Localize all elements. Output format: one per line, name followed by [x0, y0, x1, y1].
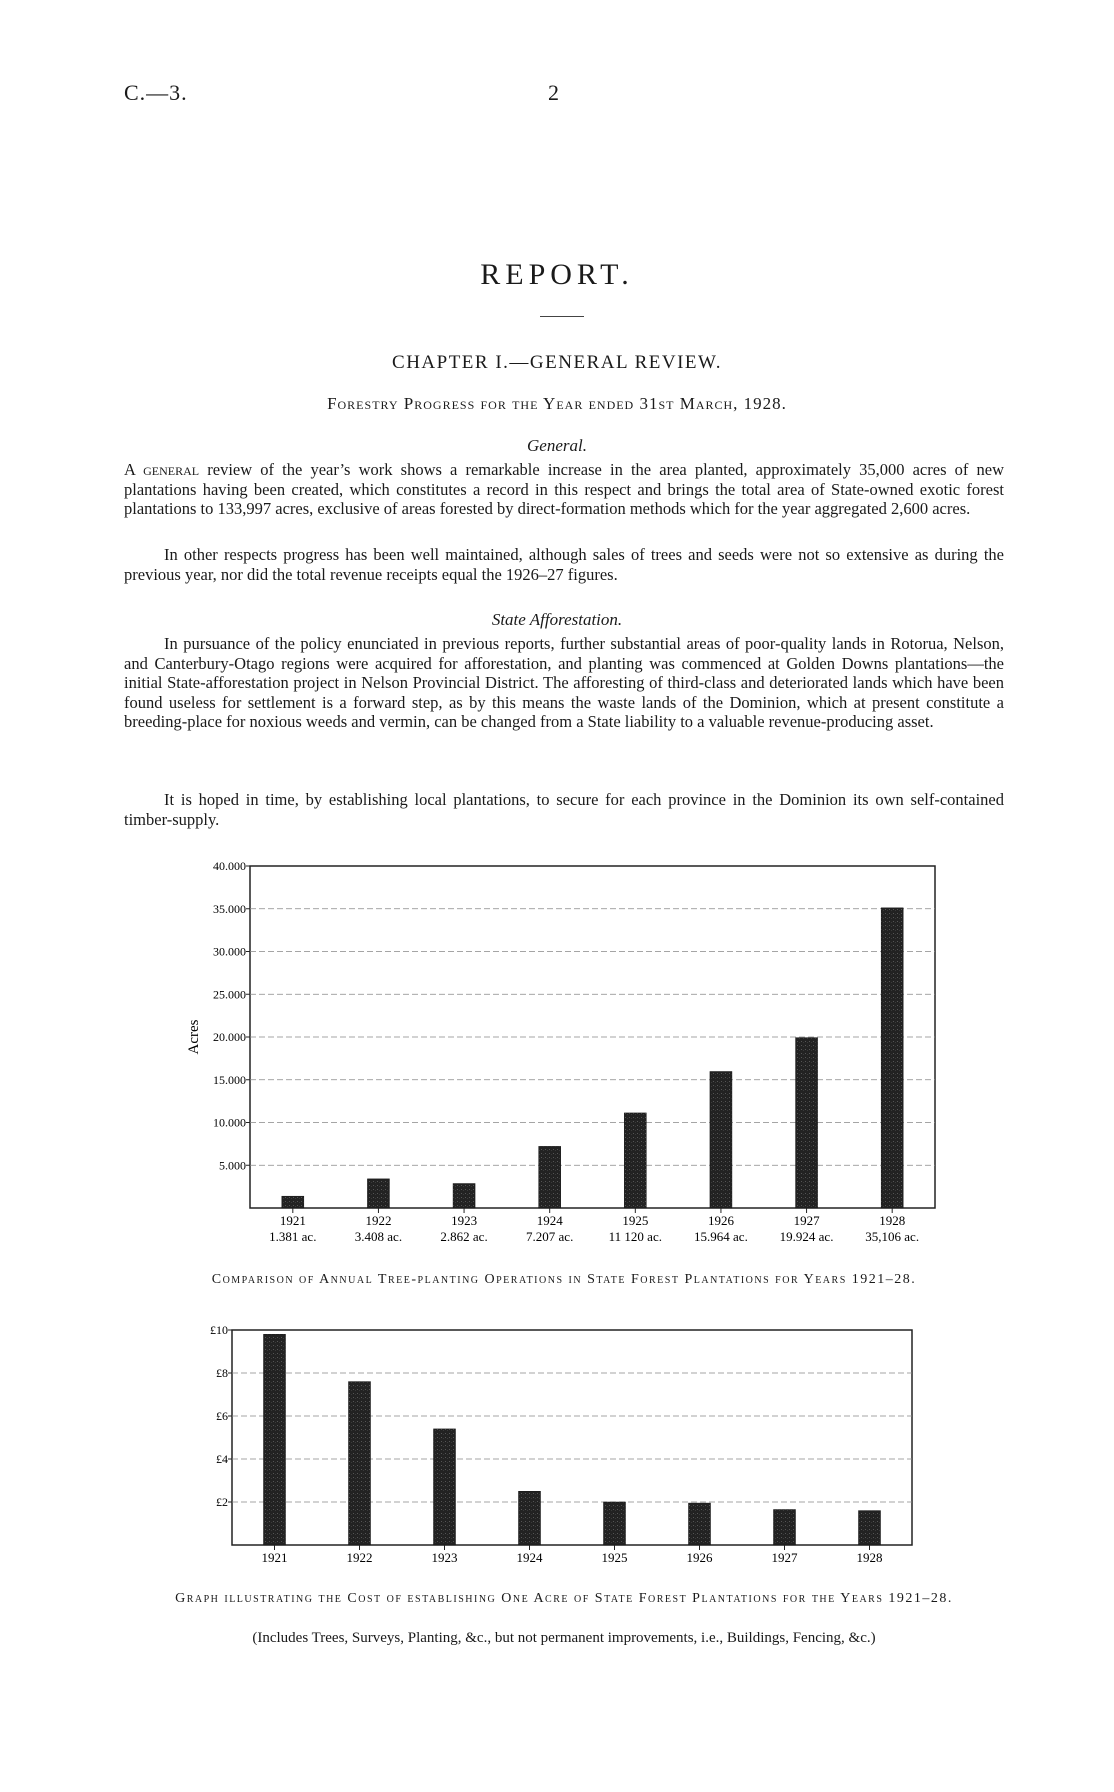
bar [624, 1113, 646, 1208]
bar-value-label: 3.408 ac. [354, 1229, 403, 1244]
bar-value-label: 2.862 ac. [440, 1229, 488, 1244]
report-subtitle: Forestry Progress for the Year ended 31st March, 1928. [327, 394, 787, 413]
bar [796, 1038, 818, 1208]
document-reference: C.—3. [124, 80, 188, 105]
y-tick-label: 35.000 [213, 901, 246, 916]
y-tick-label: 5.000 [219, 1158, 246, 1173]
x-category-label: 1922 [346, 1550, 373, 1565]
bar [434, 1429, 456, 1545]
x-category-label: 1925 [601, 1550, 628, 1565]
x-category-label: 1926 [686, 1550, 713, 1565]
x-category-label: 1923 [431, 1550, 458, 1565]
x-category-label: 1926 [707, 1213, 734, 1228]
y-tick-label: £6 [216, 1409, 228, 1423]
x-category-label: 1921 [279, 1213, 306, 1228]
x-category-label: 1924 [536, 1213, 563, 1228]
paragraph-general-2: In other respects progress has been well maintained, although sales of trees and seeds were not so extensive as during the previous year, nor did the total revenue receipts equal the 1926–27 figures. [124, 545, 1004, 584]
paragraph-general-1-text: review of the year’s work shows a remarkable increase in the area planted, approximately 35,000 acres of new plantations having been created, which constitutes a record in this respect and brings the total area of State-owned exotic forest plantations to 133,997 acres, exclusive of areas forested by direct-formation methods which for the year aggregated 2,600 acres. [124, 460, 1004, 518]
y-tick-label: £10 [210, 1323, 228, 1337]
chapter-heading: CHAPTER I.—GENERAL REVIEW. [392, 352, 722, 373]
y-tick-label: 10.000 [213, 1115, 246, 1130]
y-tick-label: £8 [216, 1366, 228, 1380]
bar-value-label: 7.207 ac. [526, 1229, 574, 1244]
bar [367, 1179, 389, 1208]
x-category-label: 1927 [771, 1550, 798, 1565]
bar [604, 1502, 626, 1545]
bar [349, 1382, 371, 1545]
bar [453, 1184, 475, 1208]
bar-value-label: 35,106 ac. [865, 1229, 920, 1244]
y-tick-label: £2 [216, 1495, 228, 1509]
x-category-label: 1927 [793, 1213, 820, 1228]
x-category-label: 1928 [879, 1213, 906, 1228]
bar [859, 1511, 881, 1545]
y-tick-label: 40.000 [213, 859, 246, 873]
section-heading-general: General. [527, 436, 587, 455]
bar [264, 1334, 286, 1545]
y-tick-label: 25.000 [213, 987, 246, 1002]
planting-chart-caption: Comparison of Annual Tree-planting Operations in State Forest Plantations for Years 1921–28. [211, 1272, 917, 1287]
bar [881, 908, 903, 1208]
x-category-label: 1924 [516, 1550, 543, 1565]
bar [539, 1146, 561, 1208]
bar [710, 1072, 732, 1208]
y-tick-label: 30.000 [213, 944, 246, 959]
bar-value-label: 1.381 ac. [269, 1229, 317, 1244]
bar-value-label: 11 120 ac. [608, 1229, 662, 1244]
bar [519, 1491, 541, 1545]
y-tick-label: 20.000 [213, 1030, 246, 1044]
report-title: REPORT. [480, 258, 634, 291]
cost-chart [210, 1323, 912, 1565]
paragraph-lead-word: A general [124, 460, 200, 479]
planting-chart [186, 859, 935, 1244]
paragraph-afforestation-2: It is hoped in time, by establishing local plantations, to secure for each province in the Dominion its own self-contained timber-supply. [124, 790, 1004, 829]
x-category-label: 1922 [365, 1213, 392, 1228]
cost-chart-caption: Graph illustrating the Cost of establishing One Acre of State Forest Plantations for the Years 1921–28. [175, 1591, 953, 1606]
y-axis-label: Acres [186, 1019, 202, 1055]
bar-value-label: 15.964 ac. [694, 1229, 748, 1244]
x-category-label: 1921 [261, 1550, 288, 1565]
x-category-label: 1928 [856, 1550, 883, 1565]
y-tick-label: 15.000 [213, 1072, 246, 1087]
x-category-label: 1925 [622, 1213, 649, 1228]
bar [774, 1510, 796, 1545]
bar [689, 1503, 711, 1545]
x-category-label: 1923 [451, 1213, 478, 1228]
section-heading-afforestation: State Afforestation. [491, 610, 623, 629]
chart-frame [232, 1330, 912, 1545]
bar-value-label: 19.924 ac. [779, 1229, 834, 1244]
cost-chart-note: (Includes Trees, Surveys, Planting, &c., but not permanent improvements, i.e., Buildings, Fencing, &c.) [252, 1630, 876, 1646]
y-tick-label: £4 [216, 1452, 228, 1466]
paragraph-afforestation-1: In pursuance of the policy enunciated in previous reports, further substantial areas of poor-quality lands in Rotorua, Nelson, and Canterbury-Otago regions were acquired for afforestation, and planting was commenced at Golden Downs plantations—the initial State-afforestation project in Nelson Provincial District. The afforesting of third-class and deteriorated lands which have been found useless for settlement is a forward step, as by this means the waste lands of the Dominion, which at present constitute a breeding-place for noxious weeds and vermin, can be changed from a State liability to a valuable revenue-producing asset. [124, 634, 1004, 731]
page-number: 2 [548, 80, 560, 105]
bar [282, 1196, 304, 1208]
